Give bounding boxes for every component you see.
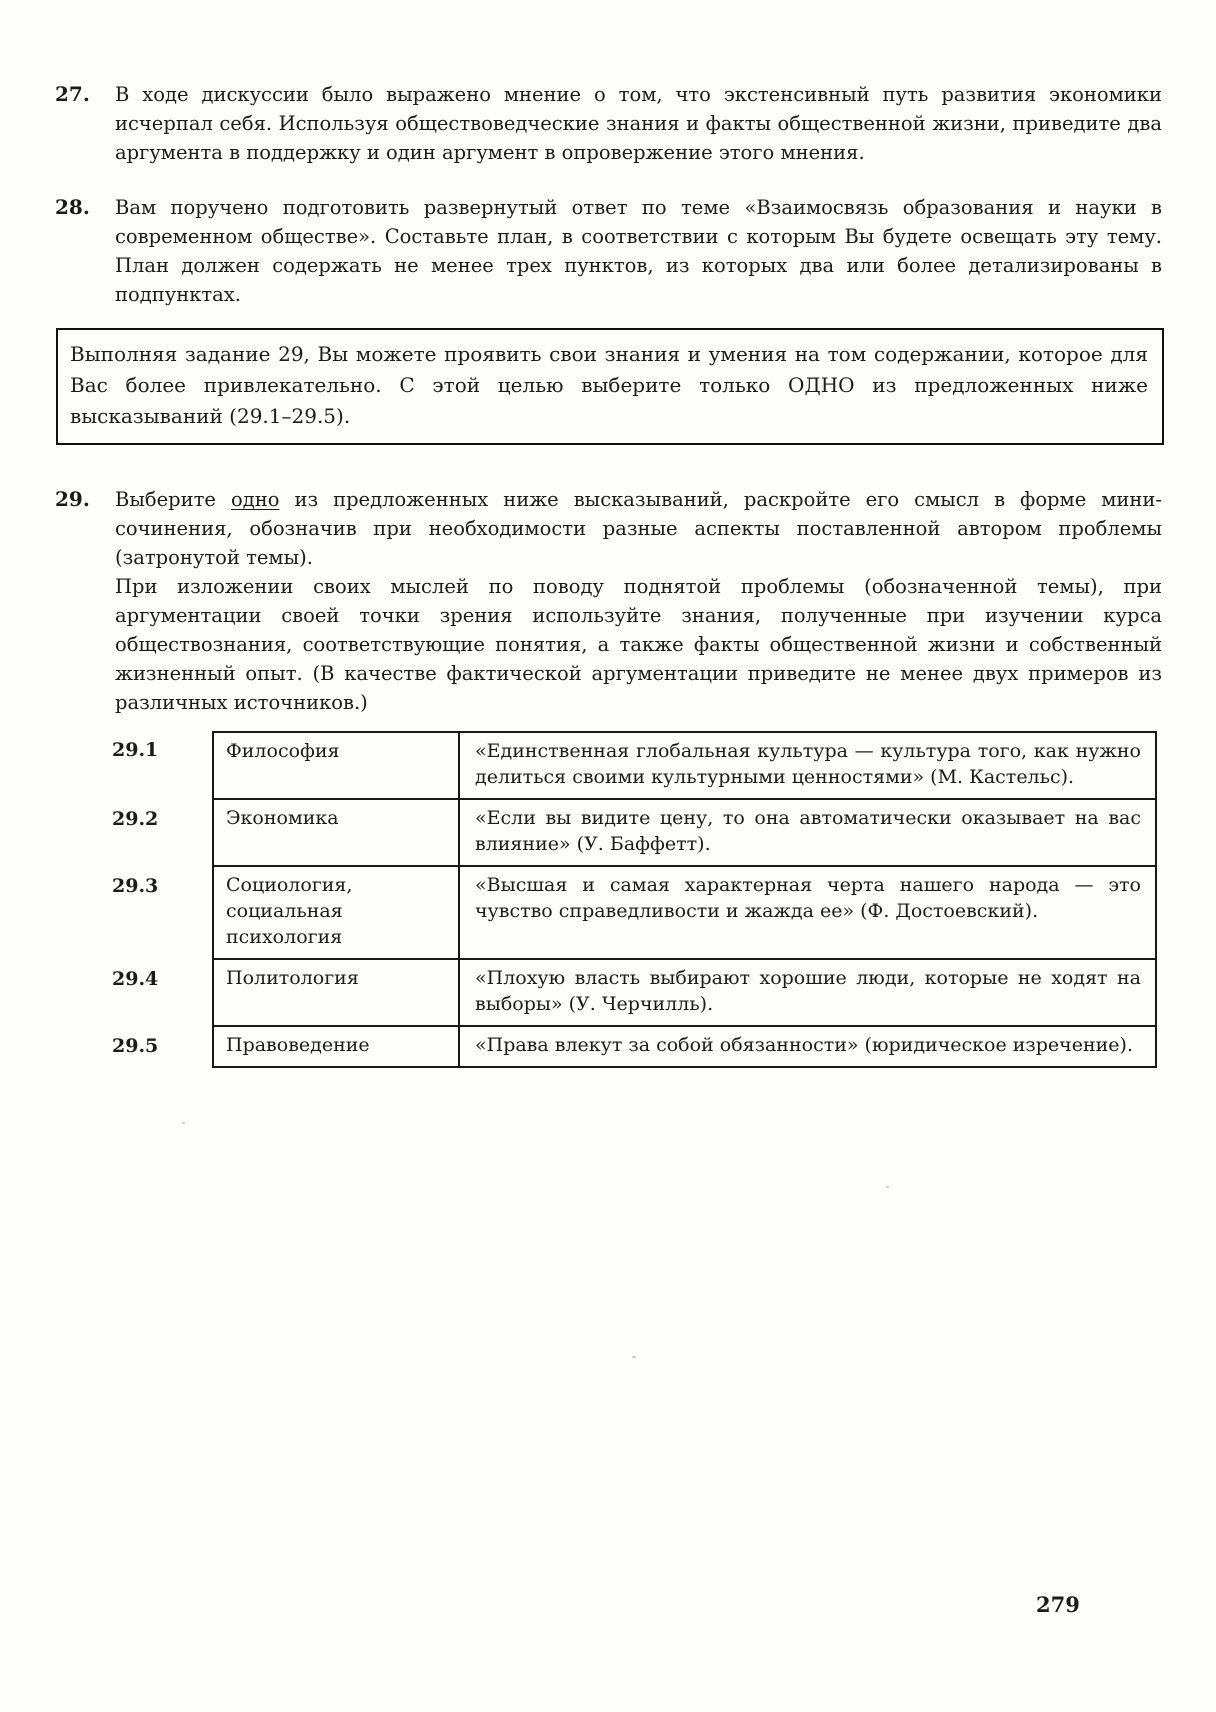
task-27-number: 27. — [55, 82, 90, 106]
task-29-intro-after: из предложенных ниже высказываний, раскройте его смысл в форме мини-сочинения, обозначив при необходимости разные аспекты поставленной автором проблемы (затронутой темы). — [115, 488, 1163, 569]
task-28-number: 28. — [55, 195, 90, 219]
discipline-cell: Социология, социальная психология — [214, 867, 460, 958]
page-number: 279 — [1036, 1592, 1080, 1617]
scan-speck — [182, 1122, 185, 1124]
task-28-text: Вам поручено подготовить развернутый ответ по теме «Взаимосвязь образования и науки в современном обществе». Составьте план, в соответствии с которым Вы будете освещать эту тему. План должен содержать не менее трех пунктов, из которых два или более детализированы в подпунктах. — [115, 196, 1162, 306]
row-number: 29.2 — [112, 808, 159, 830]
table-row-body — [212, 1027, 1157, 1068]
table-row — [112, 960, 1157, 1027]
quote-cell: «Если вы видите цену, то она автоматически оказывает на вас влияние» (У. Баффетт). — [475, 807, 1141, 855]
scan-speck — [886, 1186, 889, 1188]
row-number: 29.1 — [112, 739, 159, 761]
quote-cell: «Права влекут за собой обязанности» (юридическое изречение). — [475, 1034, 1134, 1056]
row-number: 29.3 — [112, 875, 159, 897]
table-row-body — [212, 731, 1157, 800]
table-row-body — [212, 800, 1157, 867]
row-number: 29.4 — [112, 968, 159, 990]
table-row — [112, 731, 1157, 800]
table-row-body — [212, 867, 1157, 960]
scan-speck — [632, 1356, 636, 1358]
discipline-cell: Правоведение — [214, 1027, 460, 1066]
table-row — [112, 800, 1157, 867]
quote-cell: «Высшая и самая характерная черта нашего народа — это чувство справедливости и жажда ее» (Ф. Достоевский). — [475, 874, 1141, 922]
task-29 — [0, 485, 1216, 717]
task-29-intro-before: Выберите — [115, 488, 231, 511]
table-row — [112, 1027, 1157, 1068]
task-29-intro — [115, 485, 1162, 572]
task-28 — [0, 193, 1216, 309]
discipline-cell: Философия — [214, 733, 460, 798]
essay-topics-table — [112, 731, 1157, 1068]
table-row — [112, 867, 1157, 960]
task-29-text — [115, 485, 1162, 717]
table-row-body — [212, 960, 1157, 1027]
row-number: 29.5 — [112, 1035, 159, 1057]
notice-box — [56, 328, 1164, 445]
task-29-guidelines: При изложении своих мыслей по поводу поднятой проблемы (обозначенной темы), при аргументации своей точки зрения используйте знания, полученные при изучении курса обществознания, соответствующие понятия, а также факты общественной жизни и собственный жизненный опыт. (В качестве фактической аргументации приведите не менее двух примеров из различных источников.) — [115, 575, 1162, 714]
quote-cell: «Единственная глобальная культура — культура того, как нужно делиться своими культурными ценностями» (М. Кастельс). — [475, 740, 1141, 788]
task-27 — [0, 80, 1216, 167]
task-29-number: 29. — [55, 487, 90, 511]
notice-text: Выполняя задание 29, Вы можете проявить свои знания и умения на том содержании, которое для Вас более привлекательно. С этой целью выберите только ОДНО из предложенных ниже высказываний (29.1–29.5). — [70, 342, 1148, 428]
discipline-cell: Экономика — [214, 800, 460, 865]
task-29-underlined-word: одно — [230, 488, 280, 511]
discipline-cell: Политология — [214, 960, 460, 1025]
task-27-text: В ходе дискуссии было выражено мнение о том, что экстенсивный путь развития экономики исчерпал себя. Используя обществоведческие знания и факты общественной жизни, приведите два аргумента в поддержку и один аргумент в опровержение этого мнения. — [115, 83, 1162, 164]
quote-cell: «Плохую власть выбирают хорошие люди, которые не ходят на выборы» (У. Черчилль). — [475, 967, 1141, 1015]
